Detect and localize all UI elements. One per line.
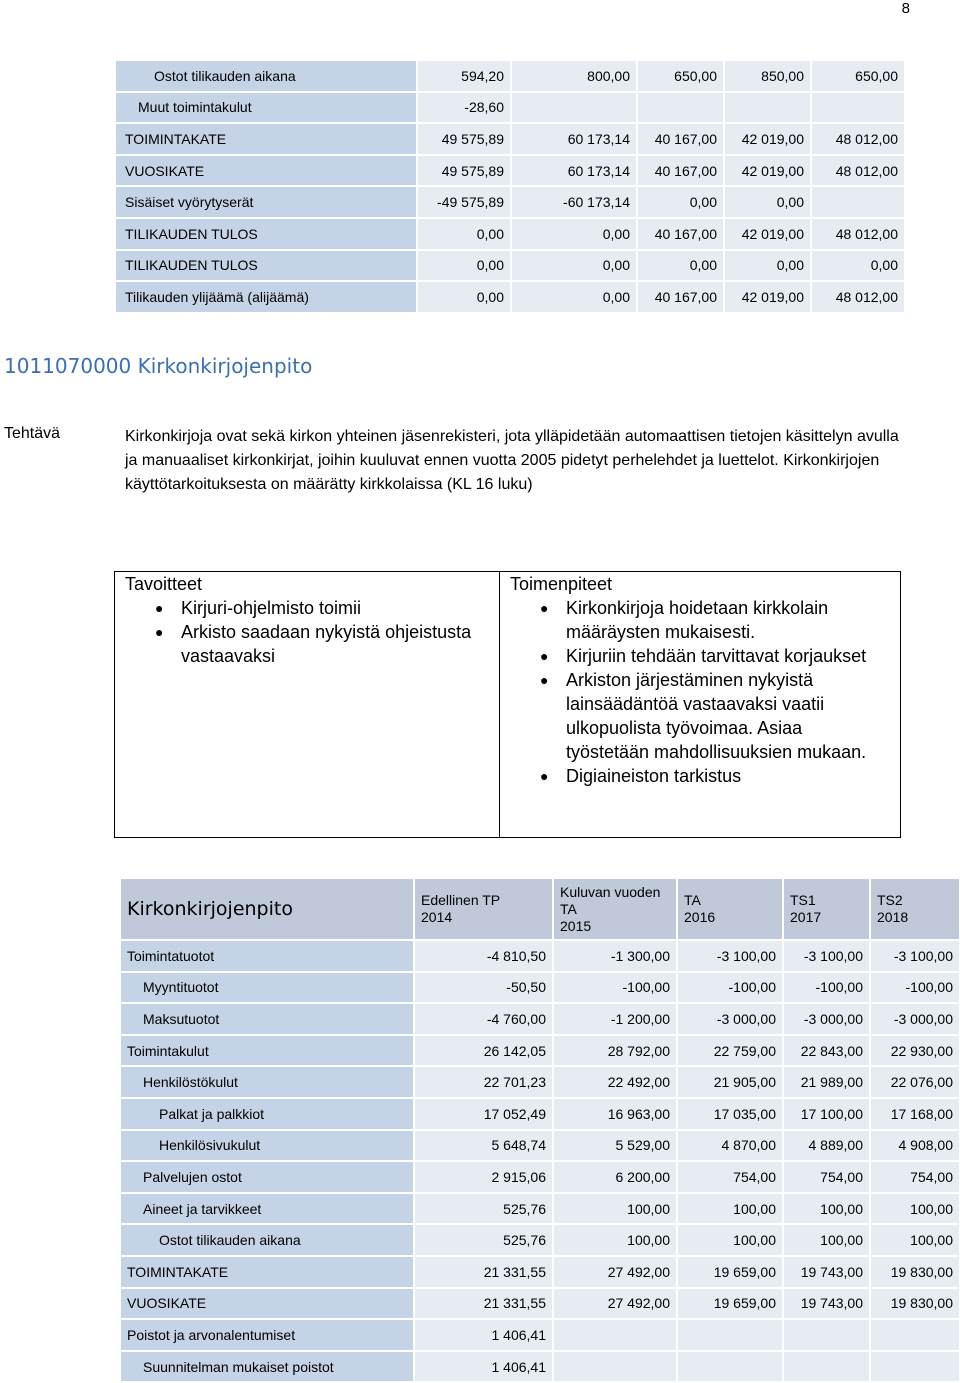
cell-value: 19 743,00 xyxy=(783,1288,870,1320)
column-header-line: 2014 xyxy=(421,909,453,925)
cell-value xyxy=(677,1351,783,1383)
cell-value: 40 167,00 xyxy=(637,155,724,187)
cell-value: -100,00 xyxy=(553,972,677,1004)
page-number: 8 xyxy=(901,0,910,17)
cell-value: 60 173,14 xyxy=(511,123,637,155)
cell-value: 754,00 xyxy=(783,1161,870,1193)
column-header-line: Kuluvan vuoden xyxy=(560,883,661,900)
cell-value: 0,00 xyxy=(417,281,511,313)
cell-value: 40 167,00 xyxy=(637,218,724,250)
table-row xyxy=(120,972,960,1004)
cell-value: -4 760,00 xyxy=(414,1003,553,1035)
table-row xyxy=(115,281,905,313)
cell-value: -100,00 xyxy=(783,972,870,1004)
cell-value: -1 200,00 xyxy=(553,1003,677,1035)
cell-value: 6 200,00 xyxy=(553,1161,677,1193)
row-label: Toimintakulut xyxy=(120,1035,414,1067)
list-item-text: Arkisto saadaan nykyistä ohjeistusta vastaavaksi xyxy=(181,622,472,666)
column-header-line: 2016 xyxy=(684,909,716,925)
list-item xyxy=(510,668,890,764)
table-row xyxy=(115,92,905,124)
cell-value: -60 173,14 xyxy=(511,186,637,218)
cell-value xyxy=(783,1319,870,1351)
row-label: Poistot ja arvonalentumiset xyxy=(120,1319,414,1351)
cell-value: 525,76 xyxy=(414,1224,553,1256)
cell-value: 49 575,89 xyxy=(417,123,511,155)
cell-value: 19 659,00 xyxy=(677,1288,783,1320)
cell-value: 1 406,41 xyxy=(414,1319,553,1351)
list-item xyxy=(125,620,489,668)
cell-value: -3 100,00 xyxy=(677,940,783,972)
row-label: Henkilösivukulut xyxy=(120,1130,414,1162)
cell-value xyxy=(870,1351,960,1383)
cell-value: 2 915,06 xyxy=(414,1161,553,1193)
column-header-line: Edellinen TP xyxy=(421,892,501,908)
column-header xyxy=(677,878,783,940)
row-label: Ostot tilikauden aikana xyxy=(120,1224,414,1256)
cell-value: 17 168,00 xyxy=(870,1098,960,1130)
cell-value: -49 575,89 xyxy=(417,186,511,218)
cell-value: 19 743,00 xyxy=(783,1256,870,1288)
cell-value: 800,00 xyxy=(511,60,637,92)
cell-value: 100,00 xyxy=(677,1224,783,1256)
cell-value: 4 870,00 xyxy=(677,1130,783,1162)
cell-value: 100,00 xyxy=(783,1193,870,1225)
cell-value: 42 019,00 xyxy=(724,281,811,313)
cell-value: 5 648,74 xyxy=(414,1130,553,1162)
bullet-icon: ● xyxy=(540,768,549,784)
cell-value: 22 930,00 xyxy=(870,1035,960,1067)
list-item xyxy=(125,596,489,620)
cell-value: -3 100,00 xyxy=(870,940,960,972)
bullet-icon: ● xyxy=(155,600,164,616)
budget-table-kirkonkirjojenpito xyxy=(119,877,960,1383)
row-label: Henkilöstökulut xyxy=(120,1066,414,1098)
table-row xyxy=(120,1351,960,1383)
column-header xyxy=(783,878,870,940)
table-row xyxy=(120,1288,960,1320)
row-label: TILIKAUDEN TULOS xyxy=(115,218,417,250)
cell-value: 17 035,00 xyxy=(677,1098,783,1130)
cell-value: 0,00 xyxy=(511,281,637,313)
cell-value: 19 830,00 xyxy=(870,1256,960,1288)
row-label: Muut toimintakulut xyxy=(115,92,417,124)
column-header-line: 2017 xyxy=(790,909,822,925)
table-row xyxy=(120,1193,960,1225)
cell-value: 16 963,00 xyxy=(553,1098,677,1130)
list-item-text: Kirkonkirjoja hoidetaan kirkkolain määräysten mukaisesti. xyxy=(566,598,829,642)
cell-value xyxy=(811,186,905,218)
cell-value: 0,00 xyxy=(511,218,637,250)
cell-value: -3 100,00 xyxy=(783,940,870,972)
actions-list xyxy=(510,596,890,788)
cell-value: 21 989,00 xyxy=(783,1066,870,1098)
goals-actions-box xyxy=(114,571,901,838)
table-row xyxy=(120,940,960,972)
cell-value: 48 012,00 xyxy=(811,218,905,250)
cell-value: 0,00 xyxy=(417,218,511,250)
cell-value: 21 331,55 xyxy=(414,1288,553,1320)
cell-value: -3 000,00 xyxy=(870,1003,960,1035)
column-header-line: TA xyxy=(560,900,577,917)
row-label: TILIKAUDEN TULOS xyxy=(115,250,417,282)
table-row xyxy=(120,1224,960,1256)
cell-value: -3 000,00 xyxy=(783,1003,870,1035)
table-header-row xyxy=(120,878,960,940)
table-row xyxy=(120,1319,960,1351)
cell-value: 1 406,41 xyxy=(414,1351,553,1383)
cell-value: 40 167,00 xyxy=(637,123,724,155)
cell-value: 48 012,00 xyxy=(811,281,905,313)
bullet-icon: ● xyxy=(540,600,549,616)
cell-value: 100,00 xyxy=(870,1224,960,1256)
table-row xyxy=(115,155,905,187)
cell-value: 48 012,00 xyxy=(811,155,905,187)
bullet-icon: ● xyxy=(540,672,549,688)
table-row xyxy=(115,186,905,218)
row-label: Maksutuotot xyxy=(120,1003,414,1035)
cell-value: 21 331,55 xyxy=(414,1256,553,1288)
cell-value: 754,00 xyxy=(677,1161,783,1193)
cell-value: 0,00 xyxy=(417,250,511,282)
cell-value: 27 492,00 xyxy=(553,1288,677,1320)
cell-value: 19 830,00 xyxy=(870,1288,960,1320)
cell-value: 40 167,00 xyxy=(637,281,724,313)
table-row xyxy=(115,218,905,250)
task-label: Tehtävä xyxy=(4,425,61,442)
cell-value: -100,00 xyxy=(870,972,960,1004)
cell-value: 100,00 xyxy=(553,1224,677,1256)
cell-value: 22 492,00 xyxy=(553,1066,677,1098)
cell-value: 0,00 xyxy=(811,250,905,282)
list-item xyxy=(510,764,890,788)
row-label: Tilikauden ylijäämä (alijäämä) xyxy=(115,281,417,313)
cell-value: 100,00 xyxy=(870,1193,960,1225)
row-label: Ostot tilikauden aikana xyxy=(115,60,417,92)
table-row xyxy=(115,250,905,282)
table-title-cell xyxy=(120,878,414,940)
column-header xyxy=(870,878,960,940)
cell-value: 650,00 xyxy=(637,60,724,92)
cell-value: 42 019,00 xyxy=(724,218,811,250)
table-row xyxy=(120,1161,960,1193)
table-row xyxy=(120,1098,960,1130)
budget-table-previous xyxy=(114,59,906,314)
goals-title: Tavoitteet xyxy=(125,574,203,594)
cell-value: 4 908,00 xyxy=(870,1130,960,1162)
cell-value xyxy=(783,1351,870,1383)
column-header xyxy=(414,878,553,940)
cell-value: 0,00 xyxy=(637,186,724,218)
cell-value: 42 019,00 xyxy=(724,123,811,155)
row-label: TOIMINTAKATE xyxy=(120,1256,414,1288)
table-title: Kirkonkirjojenpito xyxy=(127,898,293,920)
cell-value: 19 659,00 xyxy=(677,1256,783,1288)
list-item-text: Kirjuriin tehdään tarvittavat korjaukset xyxy=(566,646,867,666)
cell-value: 0,00 xyxy=(511,250,637,282)
goals-column xyxy=(115,572,500,837)
goals-list xyxy=(125,596,489,668)
cell-value: 28 792,00 xyxy=(553,1035,677,1067)
row-label: Palvelujen ostot xyxy=(120,1161,414,1193)
table-row xyxy=(120,1256,960,1288)
cell-value: 100,00 xyxy=(783,1224,870,1256)
bullet-icon: ● xyxy=(540,648,549,664)
table-row xyxy=(120,1130,960,1162)
row-label: TOIMINTAKATE xyxy=(115,123,417,155)
cell-value: 22 076,00 xyxy=(870,1066,960,1098)
row-label: VUOSIKATE xyxy=(115,155,417,187)
cell-value xyxy=(677,1319,783,1351)
row-label: Sisäiset vyörytyserät xyxy=(115,186,417,218)
cell-value: -4 810,50 xyxy=(414,940,553,972)
cell-value xyxy=(724,92,811,124)
cell-value: 49 575,89 xyxy=(417,155,511,187)
cell-value: 650,00 xyxy=(811,60,905,92)
task-description: Kirkonkirjoja ovat sekä kirkon yhteinen jäsenrekisteri, jota ylläpidetään automaattisen tietojen käsittelyn avulla ja manuaaliset kirkonkirjat, joihin kuuluvat ennen vuotta 2005 pidetyt perhelehdet ja luettelot. Kirkonkirjojen käyttötarkoituksesta on määrätty kirkkolaissa (KL 16 luku) xyxy=(125,428,899,493)
cell-value xyxy=(637,92,724,124)
cell-value: -28,60 xyxy=(417,92,511,124)
cell-value: 4 889,00 xyxy=(783,1130,870,1162)
bullet-icon: ● xyxy=(155,624,164,640)
cell-value: 100,00 xyxy=(677,1193,783,1225)
cell-value: -50,50 xyxy=(414,972,553,1004)
table-row xyxy=(120,1066,960,1098)
section-heading: 1011070000 Kirkonkirjojenpito xyxy=(4,354,313,378)
column-header-line: 2015 xyxy=(560,917,592,934)
cell-value xyxy=(553,1319,677,1351)
cell-value: 26 142,05 xyxy=(414,1035,553,1067)
cell-value: 0,00 xyxy=(724,186,811,218)
cell-value xyxy=(811,92,905,124)
cell-value: 525,76 xyxy=(414,1193,553,1225)
cell-value xyxy=(870,1319,960,1351)
cell-value: 0,00 xyxy=(637,250,724,282)
list-item xyxy=(510,596,890,644)
cell-value: 60 173,14 xyxy=(511,155,637,187)
cell-value: 850,00 xyxy=(724,60,811,92)
cell-value: 594,20 xyxy=(417,60,511,92)
cell-value: 27 492,00 xyxy=(553,1256,677,1288)
actions-column xyxy=(500,572,900,837)
cell-value: 0,00 xyxy=(724,250,811,282)
cell-value: 42 019,00 xyxy=(724,155,811,187)
actions-title: Toimenpiteet xyxy=(510,574,613,594)
column-header-line: TS2 xyxy=(877,892,903,908)
row-label: Myyntituotot xyxy=(120,972,414,1004)
cell-value: 22 701,23 xyxy=(414,1066,553,1098)
table-row xyxy=(115,123,905,155)
row-label: Aineet ja tarvikkeet xyxy=(120,1193,414,1225)
cell-value: 22 843,00 xyxy=(783,1035,870,1067)
row-label: Suunnitelman mukaiset poistot xyxy=(120,1351,414,1383)
table-row xyxy=(120,1003,960,1035)
list-item-text: Arkiston järjestäminen nykyistä lainsäädäntöä vastaavaksi vaatii ulkopuolista työvoimaa. Asiaa työstetään mahdollisuuksien mukaan. xyxy=(566,670,867,762)
cell-value xyxy=(511,92,637,124)
table-row xyxy=(120,1035,960,1067)
cell-value: 5 529,00 xyxy=(553,1130,677,1162)
cell-value: 22 759,00 xyxy=(677,1035,783,1067)
cell-value: -1 300,00 xyxy=(553,940,677,972)
list-item-text: Kirjuri-ohjelmisto toimii xyxy=(181,598,362,618)
row-label: Palkat ja palkkiot xyxy=(120,1098,414,1130)
column-header xyxy=(553,878,677,940)
column-header-line: TA xyxy=(684,892,701,908)
column-header-line: TS1 xyxy=(790,892,816,908)
table-row xyxy=(115,60,905,92)
row-label: Toimintatuotot xyxy=(120,940,414,972)
list-item-text: Digiaineiston tarkistus xyxy=(566,766,742,786)
row-label: VUOSIKATE xyxy=(120,1288,414,1320)
cell-value: 754,00 xyxy=(870,1161,960,1193)
cell-value: 48 012,00 xyxy=(811,123,905,155)
list-item xyxy=(510,644,890,668)
cell-value xyxy=(553,1351,677,1383)
cell-value: 21 905,00 xyxy=(677,1066,783,1098)
cell-value: 100,00 xyxy=(553,1193,677,1225)
cell-value: 17 052,49 xyxy=(414,1098,553,1130)
cell-value: -100,00 xyxy=(677,972,783,1004)
column-header-line: 2018 xyxy=(877,909,909,925)
cell-value: -3 000,00 xyxy=(677,1003,783,1035)
cell-value: 17 100,00 xyxy=(783,1098,870,1130)
